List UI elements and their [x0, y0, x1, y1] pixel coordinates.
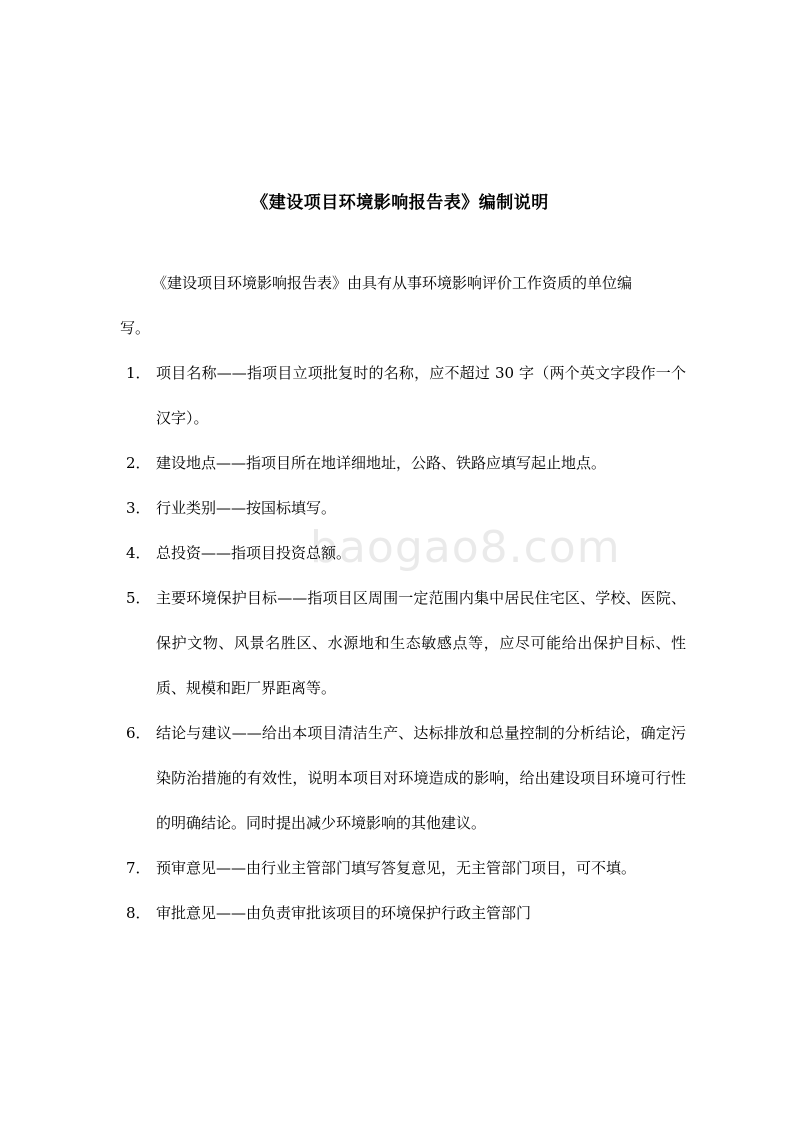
list-item-number: 8． — [126, 904, 151, 922]
list-item-7 — [126, 846, 686, 891]
list-item-number: 5． — [126, 589, 151, 607]
list-item-number: 2． — [126, 454, 151, 472]
list-item-6 — [126, 711, 686, 846]
page-title: 《建设项目环境影响报告表》编制说明 — [251, 193, 549, 213]
watermark: baogao8.com — [310, 522, 621, 573]
intro-line-2: 写。 — [120, 319, 151, 337]
list-item-8 — [126, 891, 686, 936]
list-item-text: 项目名称——指项目立项批复时的名称，应不超过 30 字（两个英文字段作一个汉字）。 — [156, 364, 686, 427]
list-item-number: 6． — [126, 724, 151, 742]
list-item-1 — [126, 351, 686, 441]
list-item-text: 行业类别——按国标填写。 — [156, 499, 337, 517]
list-item-number: 3． — [126, 499, 151, 517]
list-item-text: 建设地点——指项目所在地详细地址，公路、铁路应填写起止地点。 — [156, 454, 607, 472]
list-item-text: 预审意见——由行业主管部门填写答复意见，无主管部门项目，可不填。 — [156, 859, 637, 877]
intro-line-1: 《建设项目环境影响报告表》由具有从事环境影响评价工作资质的单位编 — [152, 274, 633, 292]
list-item-number: 4． — [126, 544, 151, 562]
list-item-text: 主要环境保护目标——指项目区周围一定范围内集中居民住宅区、学校、医院、保护文物、风景名胜区、水源地和生态敏感点等，应尽可能给出保护目标、性质、规模和距厂界距离等。 — [156, 589, 686, 697]
list-item-number: 7． — [126, 859, 151, 877]
list-item-text: 结论与建议——给出本项目清洁生产、达标排放和总量控制的分析结论，确定污染防治措施的有效性，说明本项目对环境造成的影响，给出建设项目环境可行性的明确结论。同时提出减少环境影响的其他建议。 — [156, 724, 686, 832]
list-item-text: 总投资——指项目投资总额。 — [156, 544, 352, 562]
list-item-number: 1． — [126, 364, 151, 382]
list-item-5 — [126, 576, 686, 711]
list-item-2 — [126, 441, 686, 486]
list-item-text: 审批意见——由负责审批该项目的环境保护行政主管部门 — [156, 904, 532, 922]
